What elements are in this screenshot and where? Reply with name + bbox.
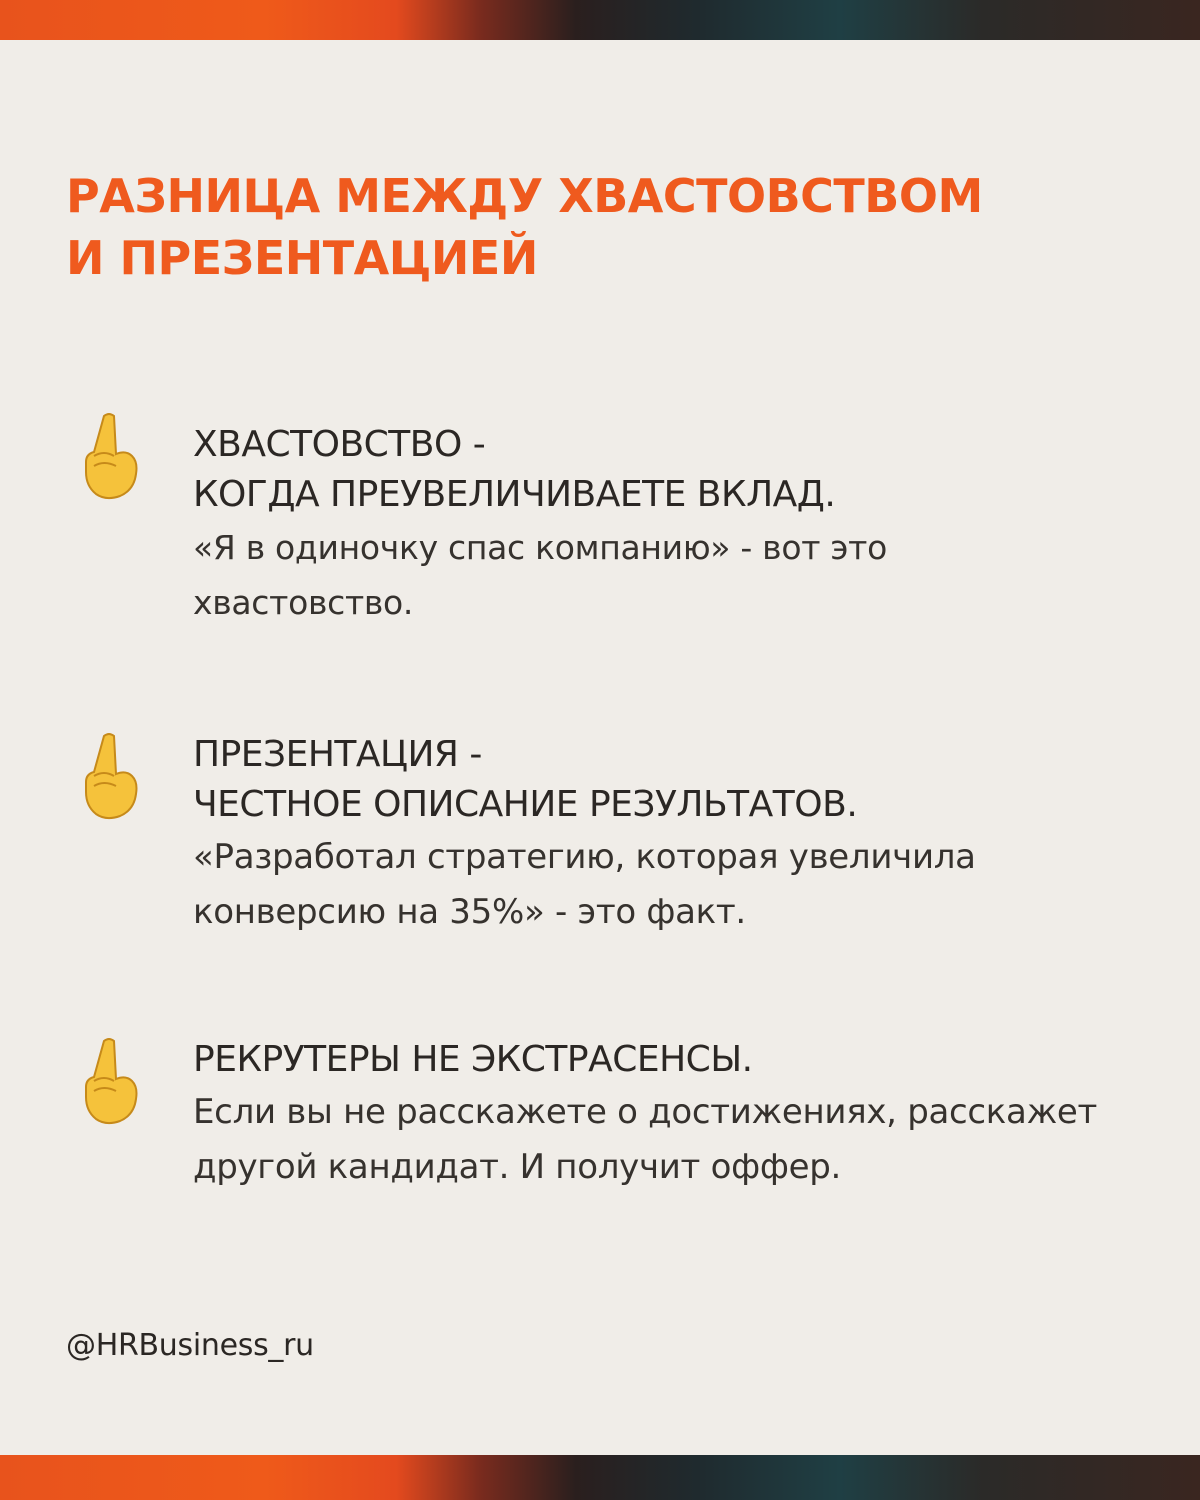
pointing-up-hand-icon: [80, 730, 140, 820]
item-body-line-1: «Я в одиночку спас компанию» - вот это: [193, 528, 887, 567]
page-title: [66, 165, 1126, 289]
pointing-up-hand-icon: [80, 410, 140, 500]
item-body-line-1: «Разработал стратегию, которая увеличила: [193, 837, 976, 877]
title-line-2: И ПРЕЗЕНТАЦИЕЙ: [66, 231, 538, 285]
item-heading-line-1: ХВАСТОВСТВО -: [193, 424, 486, 465]
pointing-up-hand-icon: [80, 1035, 140, 1125]
item-body-line-2: другой кандидат. И получит оффер.: [193, 1147, 842, 1187]
item-body-line-2: хвастовство.: [193, 583, 414, 622]
item-body-line-2: конверсию на 35%» - это факт.: [193, 892, 746, 932]
item-heading-line-1: ПРЕЗЕНТАЦИЯ -: [193, 734, 482, 775]
item-body-line-1: Если вы не расскажете о достижениях, расскажет: [193, 1092, 1098, 1132]
top-gradient-stripe: [0, 0, 1200, 40]
item-heading-line-1: РЕКРУТЕРЫ НЕ ЭКСТРАСЕНСЫ.: [193, 1039, 753, 1080]
item-heading-line-2: ЧЕСТНОЕ ОПИСАНИЕ РЕЗУЛЬТАТОВ.: [193, 784, 858, 825]
footer-handle: @HRBusiness_ru: [66, 1328, 314, 1363]
title-line-1: РАЗНИЦА МЕЖДУ ХВАСТОВСТВОМ: [66, 169, 983, 223]
item-heading-line-2: КОГДА ПРЕУВЕЛИЧИВАЕТЕ ВКЛАД.: [193, 474, 836, 515]
bottom-gradient-stripe: [0, 1455, 1200, 1500]
